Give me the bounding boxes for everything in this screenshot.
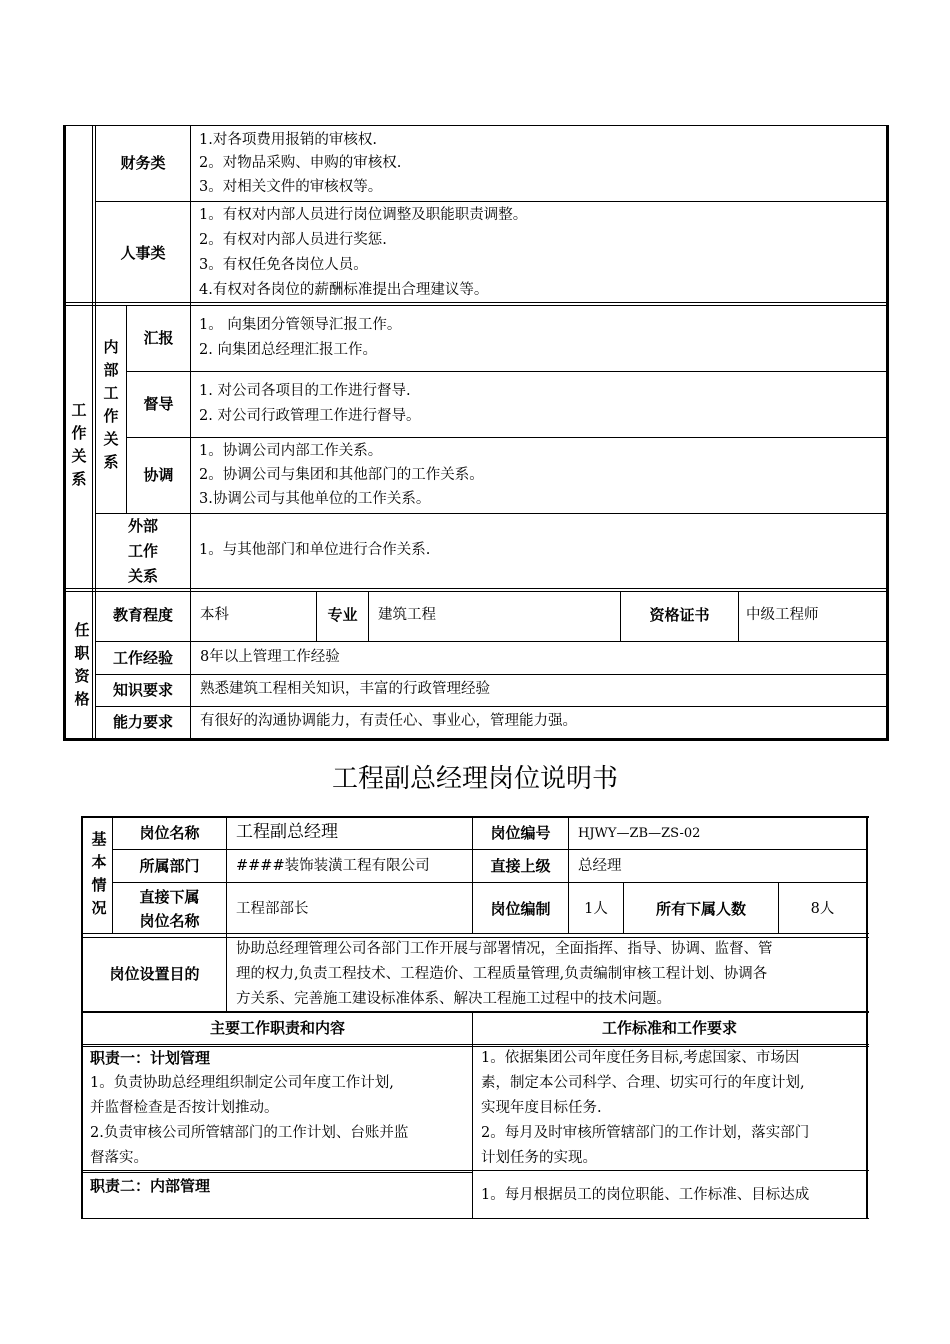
education-label: 教育程度 <box>112 606 173 624</box>
report-line-2: 2. 向集团总经理汇报工作。 <box>199 342 377 358</box>
supervise-line-2: 2. 对公司行政管理工作进行督导。 <box>199 408 421 424</box>
position-name-value: 工程副总经理 <box>236 822 338 842</box>
supervise-line-1: 1. 对公司各项目的工作进行督导. <box>199 383 411 399</box>
ability-value: 有很好的沟通协调能力，有责任心、事业心，管理能力强。 <box>200 713 577 729</box>
personnel-label: 人事类 <box>120 244 166 262</box>
coordinate-label: 协调 <box>143 466 174 484</box>
headcount-label: 岗位编制 <box>490 900 551 918</box>
finance-label: 财务类 <box>120 154 166 172</box>
purpose-line-2: 理的权力,负责工程技术、工程造价、工程质量管理,负责编制审核工程计划、协调各 <box>236 966 768 982</box>
purpose-line-3: 方关系、完善施工建设标准体系、解决工程施工过程中的技术问题。 <box>236 991 671 1007</box>
ability-label: 能力要求 <box>112 713 173 731</box>
cert-label: 资格证书 <box>649 606 710 624</box>
coordinate-line-3: 3.协调公司与其他单位的工作关系。 <box>199 491 431 507</box>
coordinate-line-1: 1。协调公司内部工作关系。 <box>199 443 383 459</box>
total-subordinates-label: 所有下属人数 <box>655 900 746 918</box>
duty2-standard-1: 1。每月根据员工的岗位职能、工作标准、目标达成 <box>481 1187 810 1203</box>
duty1-line-1: 1。负责协助总经理组织制定公司年度工作计划, <box>90 1075 394 1091</box>
subordinate-value: 工程部部长 <box>236 901 309 917</box>
experience-label: 工作经验 <box>112 649 173 667</box>
superior-value: 总经理 <box>578 858 622 874</box>
duty1-standard-4: 2。每月及时审核所管辖部门的工作计划，落实部门 <box>481 1125 810 1141</box>
qualifications-label: 任职资格 <box>74 621 90 708</box>
cert-value: 中级工程师 <box>746 607 819 623</box>
duties-header-left: 主要工作职责和内容 <box>209 1019 345 1037</box>
duty1-standard-1: 1。依据集团公司年度任务目标,考虑国家、市场因 <box>481 1050 800 1066</box>
duty2-title: 职责二：内部管理 <box>90 1177 211 1195</box>
subordinate-label-2: 岗位名称 <box>139 912 200 930</box>
external-label-3: 关系 <box>127 567 158 585</box>
experience-value: 8年以上管理工作经验 <box>200 649 340 665</box>
external-label-1: 外部 <box>127 517 158 535</box>
report-line-1: 1。 向集团分管领导汇报工作。 <box>199 317 402 333</box>
position-code-value: HJWY—ZB—ZS-02 <box>578 826 701 841</box>
department-value: ####装饰装潢工程有限公司 <box>236 858 430 874</box>
duty1-line-3: 2.负责审核公司所管辖部门的工作计划、台账并监 <box>90 1125 409 1141</box>
headcount-value: 1人 <box>584 901 608 917</box>
superior-label: 直接上级 <box>490 857 551 875</box>
subordinate-label-1: 直接下属 <box>139 888 200 906</box>
duty1-standard-2: 素，制定本公司科学、合理、切实可行的年度计划, <box>481 1075 805 1091</box>
finance-line-3: 3。对相关文件的审核权等。 <box>199 179 383 195</box>
total-subordinates-value: 8人 <box>810 901 835 917</box>
finance-line-2: 2。对物品采购、申购的审核权. <box>199 155 402 171</box>
duty1-line-2: 并监督检查是否按计划推动。 <box>90 1100 279 1116</box>
duty1-title: 职责一：计划管理 <box>90 1049 211 1067</box>
personnel-line-1: 1。有权对内部人员进行岗位调整及职能职责调整。 <box>199 207 528 223</box>
major-value: 建筑工程 <box>378 607 436 623</box>
supervise-label: 督导 <box>143 395 174 413</box>
purpose-line-1: 协助总经理管理公司各部门工作开展与部署情况，全面指挥、指导、协调、监督、管 <box>236 941 773 957</box>
duties-header-right: 工作标准和工作要求 <box>601 1019 737 1037</box>
personnel-line-4: 4.有权对各岗位的薪酬标准提出合理建议等。 <box>199 282 489 298</box>
duty1-standard-5: 计划任务的实现。 <box>481 1150 597 1166</box>
duty1-standard-3: 实现年度目标任务. <box>481 1100 602 1116</box>
duty1-line-4: 督落实。 <box>90 1150 148 1166</box>
document-title: 工程副总经理岗位说明书 <box>331 764 618 794</box>
finance-line-1: 1.对各项费用报销的审核权. <box>199 132 377 148</box>
knowledge-label: 知识要求 <box>112 681 173 699</box>
personnel-line-2: 2。有权对内部人员进行奖惩. <box>199 232 387 248</box>
position-name-label: 岗位名称 <box>139 824 200 842</box>
personnel-line-3: 3。有权任免各岗位人员。 <box>199 257 368 273</box>
work-relations-label: 工作关系 <box>71 401 87 488</box>
education-value: 本科 <box>200 607 229 623</box>
external-text: 1。与其他部门和单位进行合作关系. <box>199 542 431 558</box>
report-label: 汇报 <box>143 329 174 347</box>
basic-info-label: 基本情况 <box>91 830 107 917</box>
major-label: 专业 <box>327 606 358 624</box>
external-label-2: 工作 <box>127 542 158 560</box>
position-code-label: 岗位编号 <box>490 824 551 842</box>
internal-relations-label: 内部工作关系 <box>103 338 119 471</box>
purpose-label: 岗位设置目的 <box>109 965 200 983</box>
department-label: 所属部门 <box>139 857 200 875</box>
coordinate-line-2: 2。协调公司与集团和其他部门的工作关系。 <box>199 467 484 483</box>
knowledge-value: 熟悉建筑工程相关知识，丰富的行政管理经验 <box>200 681 490 697</box>
